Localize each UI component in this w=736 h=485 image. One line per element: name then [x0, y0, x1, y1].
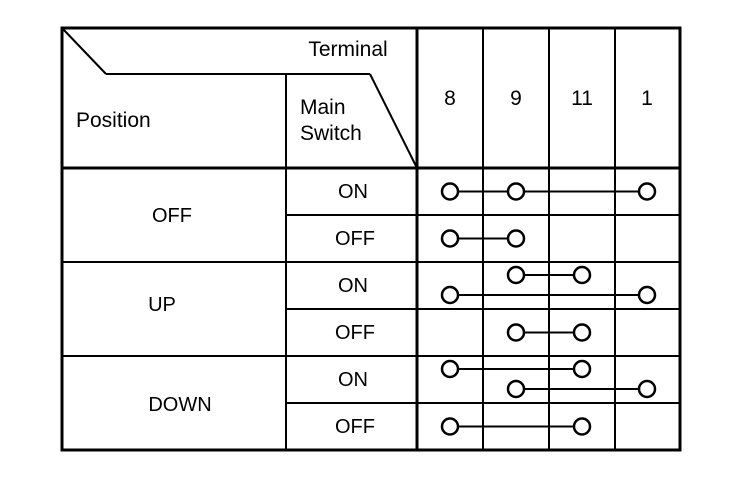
terminal-label-1: 1 [641, 87, 653, 110]
terminal-label-11: 11 [571, 87, 593, 110]
terminal-dot-1-down-on [639, 381, 655, 397]
terminal-dot-8-off-off [442, 231, 458, 247]
switch-state-up-off: OFF [335, 322, 375, 344]
terminal-dot-8-off-on [442, 184, 458, 200]
terminal-dot-8-up-on [442, 287, 458, 303]
terminal-dot-9-up-on [508, 267, 524, 283]
terminal-dot-9-off-off [508, 231, 524, 247]
terminal-dot-9-off-on [508, 184, 524, 200]
header-diagonal-left [62, 28, 106, 74]
main-switch-heading-line1: Main [300, 96, 346, 119]
terminal-dot-9-down-on [508, 381, 524, 397]
main-switch-heading-line2: Switch [300, 122, 362, 145]
terminal-dot-1-off-on [639, 184, 655, 200]
position-off-label: OFF [152, 205, 192, 227]
switch-state-down-off: OFF [335, 416, 375, 438]
terminal-dot-11-down-on [574, 361, 590, 377]
switch-state-off-off: OFF [335, 228, 375, 250]
position-down-label: DOWN [148, 394, 212, 416]
terminal-dot-9-up-off [508, 325, 524, 341]
switch-state-off-on: ON [338, 181, 368, 203]
terminal-dot-8-down-on [442, 361, 458, 377]
position-heading: Position [76, 109, 151, 132]
terminal-heading: Terminal [308, 38, 388, 61]
terminal-label-9: 9 [510, 87, 522, 110]
terminal-dot-11-down-off [574, 419, 590, 435]
terminal-dot-1-up-on [639, 287, 655, 303]
switch-state-down-on: ON [338, 369, 368, 391]
position-up-label: UP [148, 294, 176, 316]
terminal-dot-11-up-off [574, 325, 590, 341]
terminal-dot-11-up-on [574, 267, 590, 283]
switch-state-up-on: ON [338, 275, 368, 297]
terminal-label-8: 8 [444, 87, 456, 110]
terminal-dot-8-down-off [442, 419, 458, 435]
header-diagonal-right [370, 74, 417, 168]
